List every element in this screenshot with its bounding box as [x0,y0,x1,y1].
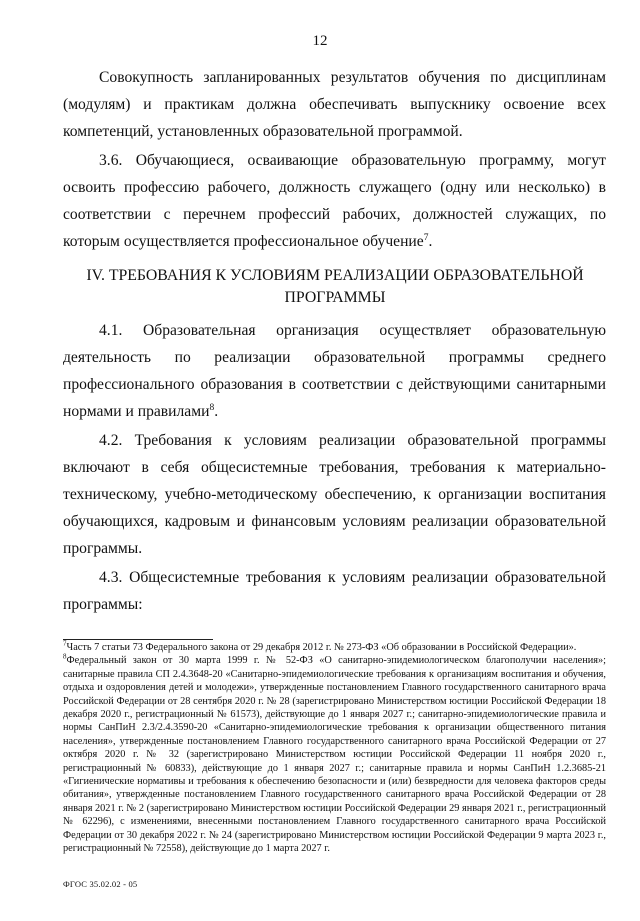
body-section-iv [63,317,606,618]
paragraph-4-1-text: 4.1. Образовательная организация осуществляет образовательную деятельность по реализации образовательной программы среднего профессионального образования в соответствии с действующими санитарными нормами и правилами [63,322,606,420]
body-upper [63,64,606,255]
paragraph-3-6 [63,147,606,255]
footnotes [63,641,606,856]
footnote-7-mark: 7 [63,639,67,648]
section-heading [70,265,600,309]
paragraph-4-3: 4.3. Общесистемные требования к условиям реализации образовательной программы: [63,569,606,613]
footnote-8 [63,654,606,855]
section-heading-line1: IV. ТРЕБОВАНИЯ К УСЛОВИЯМ РЕАЛИЗАЦИИ ОБРАЗОВАТЕЛЬНОЙ [86,267,584,284]
footnote-8-text: Федеральный закон от 30 марта 1999 г. № 52-ФЗ «О санитарно-эпидемиологическом благополучии населения»; санитарные правила СП 2.4.3648-20 «Санитарно-эпидемиологические требования к организациям воспитания и обучения, отдыха и оздоровления детей и молодежи», утвержденные постановлением Главного государственного санитарного врача Российской Федерации от 28 сентября 2020 г. № 28 (зарегистрировано Министерством юстиции Российской Федерации 18 декабря 2020 г., регистрационный № 61573), действующие до 1 января 2027 г.; санитарно-эпидемиологические правила и нормы СанПиН 2.3/2.4.3590-20 «Санитарно-эпидемиологические требования к организации общественного питания населения», утвержденные постановлением Главного государственного санитарного врача Российской Федерации от 27 октября 2020 г. № 32 (зарегистрировано Министерством юстиции Российской Федерации 11 ноября 2020 г., регистрационный № 60833), действующие до 1 января 2027 г.; санитарные правила и нормы СанПиН 1.2.3685-21 «Гигиенические нормативы и требования к обеспечению безопасности и (или) безвредности для человека факторов среды обитания», утвержденные постановлением Главного государственного санитарного врача Российской Федерации от 28 января 2021 г. № 2 (зарегистрировано Министерством юстиции Российской Федерации 29 января 2021 г., регистрационный № 62296), с изменениями, внесенными постановлением Главного государственного санитарного врача Российской Федерации от 30 декабря 2022 г. № 24 (зарегистрировано Министерством юстиции Российской Федерации 9 марта 2023 г., регистрационный № 72558), действующие до 1 марта 2027 г. [63,655,606,855]
paragraph-4-1 [63,317,606,425]
footnote-ref-8[interactable]: 8 [209,402,215,413]
footnote-7 [63,641,606,654]
footnote-7-text: Часть 7 статьи 73 Федерального закона от 29 декабря 2012 г. № 273-ФЗ «Об образовании в Российской Федерации». [66,642,577,653]
paragraph-3-6-tail: . [428,233,433,250]
page-number: 12 [312,33,328,49]
footnote-8-mark: 8 [63,652,67,661]
paragraph-3-6-text: 3.6. Обучающиеся, осваивающие образовательную программу, могут освоить профессию рабочего, должность служащего (одну или несколько) в соответствии с перечнем профессий рабочих, должностей служащих, по которым осуществляется профессиональное обучение [63,152,606,250]
paragraph-4-2: 4.2. Требования к условиям реализации образовательной программы включают в себя общесистемные требования, требования к материально-техническому, учебно-методическому обеспечению, к организации воспитания обучающихся, кадровым и финансовым условиям реализации образовательной программы. [63,432,606,557]
footnote-separator [63,639,213,640]
paragraph-4-1-tail: . [214,403,219,420]
section-heading-line2: ПРОГРАММЫ [284,289,386,306]
footnote-ref-7[interactable]: 7 [423,232,429,243]
document-footer-code: ФГОС 35.02.02 - 05 [63,879,138,889]
paragraph-learning-results: Совокупность запланированных результатов обучения по дисциплинам (модулям) и практикам должна обеспечивать выпускнику освоение всех компетенций, установленных образовательной программой. [63,69,606,140]
